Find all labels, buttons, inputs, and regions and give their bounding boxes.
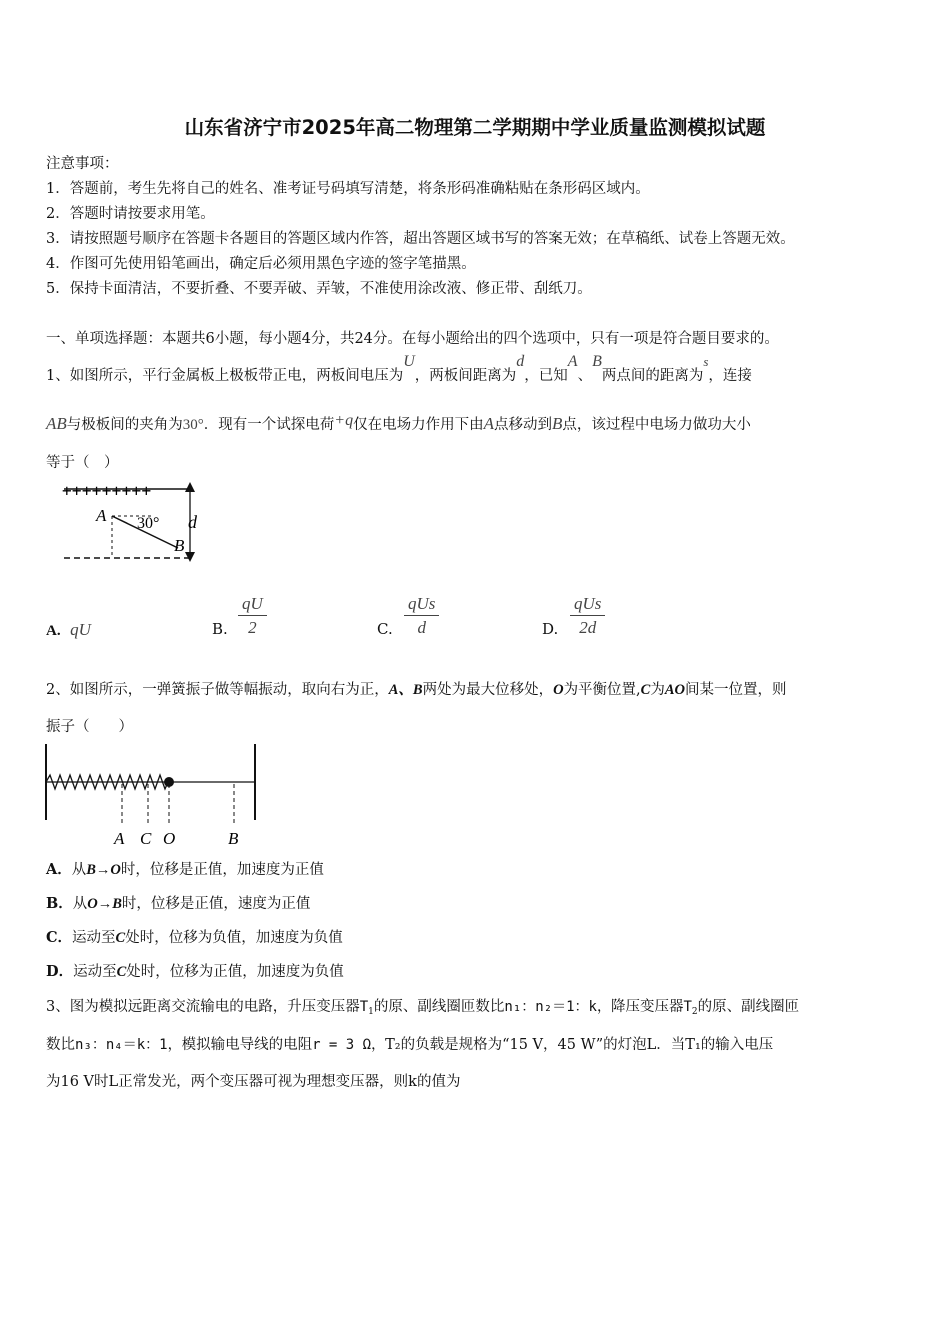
q3-line1: 3、图为模拟远距离交流输电的电路，升压变压器$T_1$的原、副线圈匝数比n₁：n₂＝1：k，降压变压器$T_2$的原、副线圈匝 xyxy=(46,999,800,1017)
notice-heading: 注意事项： xyxy=(46,156,119,172)
var-angle: 30° xyxy=(182,417,204,433)
arrow-head-up xyxy=(185,482,195,492)
label-B: B xyxy=(174,536,185,555)
q1-option-c-fraction: qUs d xyxy=(404,594,439,638)
var-A2: A xyxy=(483,414,494,433)
plus-charges: +++++++++ xyxy=(62,481,152,500)
notice-item: 4．作图可先使用铅笔画出，确定后必须用黑色字迹的签字笔描黑。 xyxy=(46,256,476,272)
notice-item: 1．答题前，考生先将自己的姓名、准考证号码填写清楚，将条形码准确粘贴在条形码区域内。 xyxy=(46,181,650,197)
capacitor-figure xyxy=(60,476,210,568)
q1-option-c-letter[interactable]: C. xyxy=(377,620,393,638)
var-d: d xyxy=(516,353,525,370)
label-A: A xyxy=(114,829,125,848)
var-B: B xyxy=(592,353,602,370)
q1-option-d-letter[interactable]: D. xyxy=(542,620,559,638)
q1-option-b-fraction: $\frac{qU}{2}$ xyxy=(238,594,267,638)
section-heading: 一、单项选择题：本题共6小题，每小题4分，共24分。在每小题给出的四个选项中，只有一项是符合题目要求的。 xyxy=(46,331,779,347)
q1-line1: 1、如图所示，平行金属板上极板带正电，两板间电压为U，两板间距离为d，已知A、B两点间的距离为s，连接 xyxy=(46,353,752,384)
q3-line2: 数比n₃：n₄＝k：1，模拟输电导线的电阻r = 3 Ω，T₂的负载是规格为“15 V，45 W”的灯泡L．当T₁的输入电压 xyxy=(46,1037,774,1053)
q2-option-d[interactable]: D．运动至C处时，位移为正值，加速度为负值 xyxy=(46,963,344,980)
q3-line3: 为16 V时L正常发光，两个变压器可视为理想变压器，则k的值为 xyxy=(46,1074,461,1090)
q2-option-b[interactable]: B．从O→B时，位移是正值，速度为正值 xyxy=(46,895,311,912)
q2-line2: 振子（ ） xyxy=(46,719,133,735)
q1-line2: AB与极板间的夹角为30°．现有一个试探电荷+q仅在电场力作用下由A点移动到B点，该过程中电场力做功大小 xyxy=(46,412,751,433)
label-C: C xyxy=(140,829,152,848)
spring-oscillator-figure xyxy=(40,742,265,850)
notice-item: 5．保持卡面清洁，不要折叠、不要弄破、弄皱，不准使用涂改液、修正带、刮纸刀。 xyxy=(46,281,592,297)
q1-line3: 等于（ ） xyxy=(46,455,119,471)
q2-line1: 2、如图所示，一弹簧振子做等幅振动，取向右为正，A、B两处为最大位移处，O为平衡位置,C为AO间某一位置，则 xyxy=(46,682,787,698)
label-angle: 30° xyxy=(137,515,160,532)
notice-item: 2．答题时请按要求用笔。 xyxy=(46,206,215,222)
var-q: +q xyxy=(334,412,354,429)
notice-item: 3．请按照题号顺序在答题卡各题目的答题区域内作答，超出答题区域书写的答案无效；在草稿纸、试卷上答题无效。 xyxy=(46,231,795,247)
var-U: U xyxy=(403,353,415,370)
q2-option-c[interactable]: C．运动至C处时，位移为负值，加速度为负值 xyxy=(46,929,343,946)
var-AB: AB xyxy=(46,414,67,433)
var-s: s xyxy=(703,354,709,369)
var-A: A xyxy=(567,353,578,370)
q2-option-a[interactable]: A．从B→O时，位移是正值，加速度为正值 xyxy=(46,861,324,878)
var-B2: B xyxy=(551,414,563,433)
label-A: A xyxy=(96,506,107,525)
label-O: O xyxy=(163,829,176,848)
label-B: B xyxy=(228,829,239,848)
arrow-head-down xyxy=(185,552,195,562)
label-d: d xyxy=(188,512,197,532)
page-title: 山东省济宁市2025年高二物理第二学期期中学业质量监测模拟试题 xyxy=(184,116,766,139)
q1-option-d-fraction: qUs 2d xyxy=(570,594,605,638)
q1-option-a[interactable]: A. qU xyxy=(46,620,91,639)
q1-option-b-letter[interactable]: B. xyxy=(212,620,228,638)
